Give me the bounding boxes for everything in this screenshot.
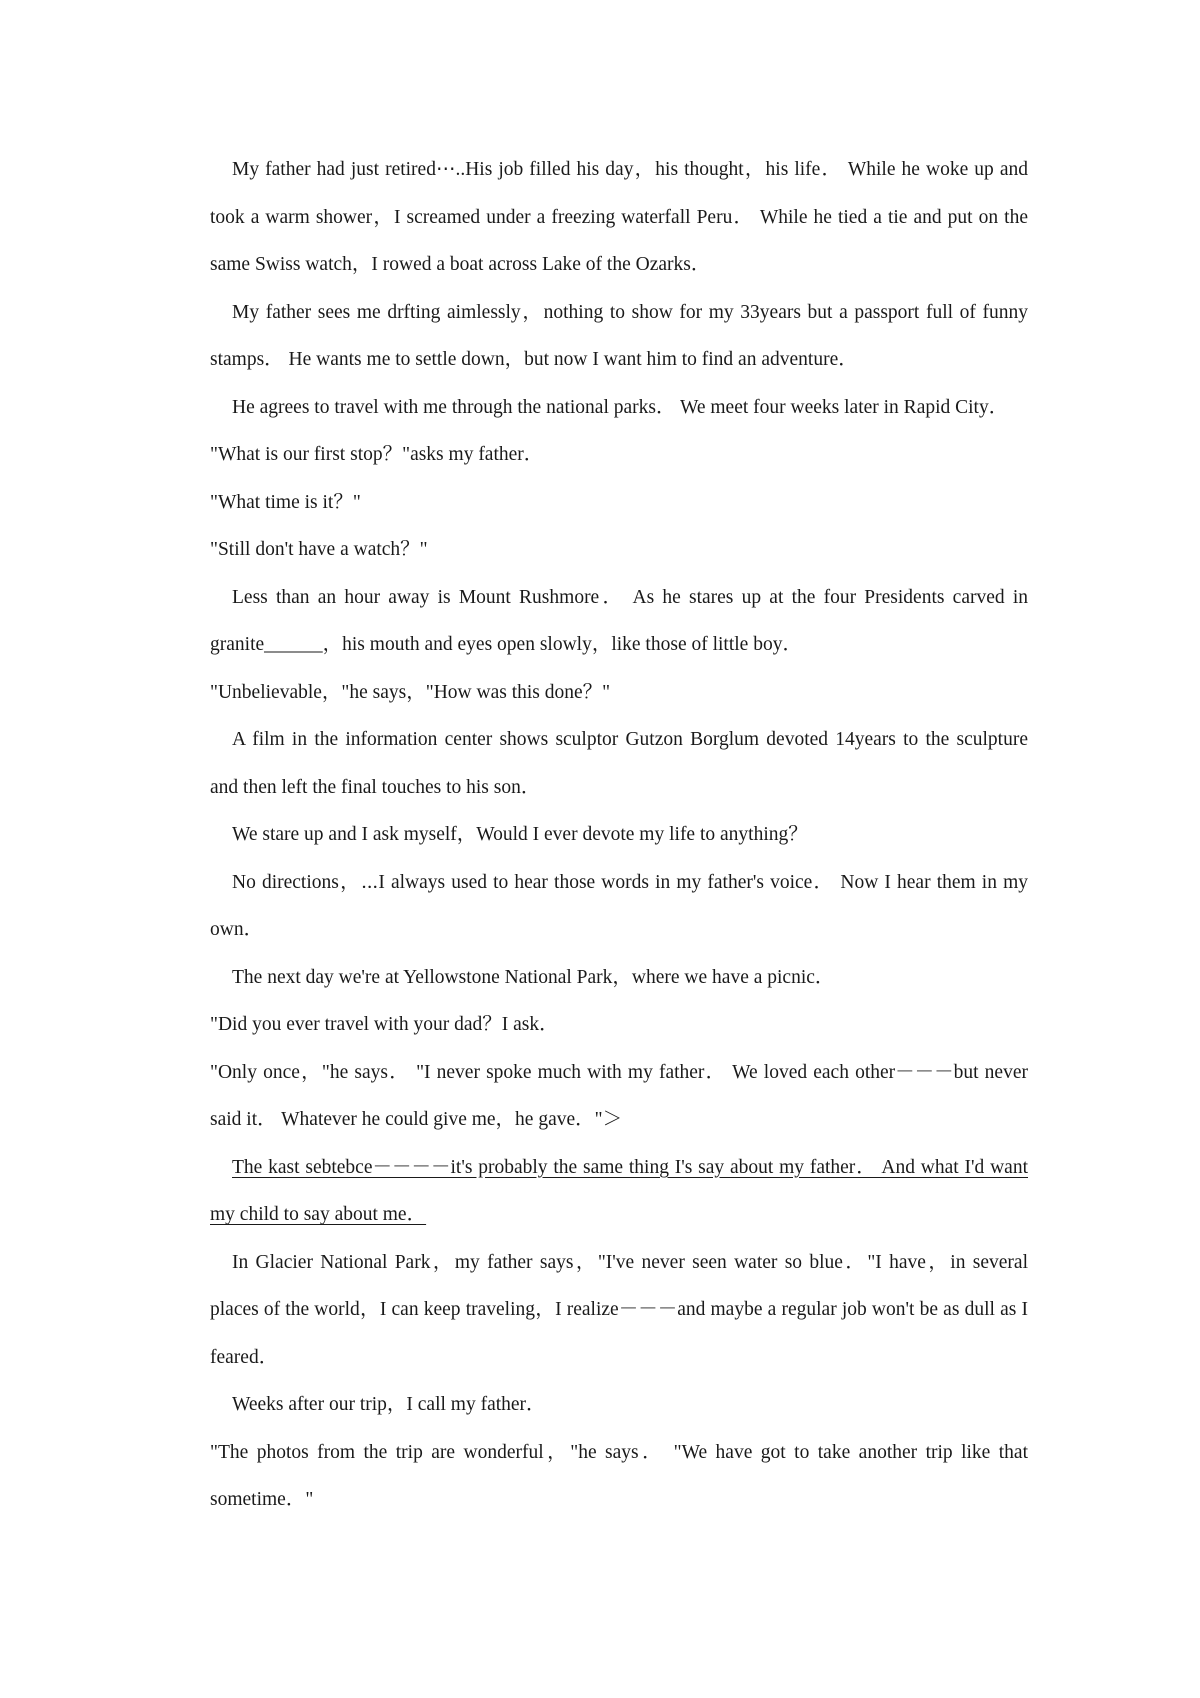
dialogue-line: "Only once，"he says． "I never spoke much with my father． We loved each other－－－but never said it． Whatever he could give me，he gave．"＞ xyxy=(210,1061,1028,1130)
dialogue-line: "The photos from the trip are wonderful，"he says． "We have got to take another trip like that sometime．" xyxy=(210,1441,1028,1510)
document-body xyxy=(210,146,1028,1524)
dialogue-line: "Did you ever travel with your dad？I ask． xyxy=(210,1014,559,1035)
paragraph-weeks-after: Weeks after our trip，I call my father． xyxy=(232,1394,546,1415)
dialogue-line: "What is our first stop？"asks my father． xyxy=(210,444,544,465)
paragraph-yellowstone: The next day we're at Yellowstone National Park，where we have a picnic． xyxy=(232,966,835,988)
paragraph-1: My father had just retired⋯..His job filled his day，his thought，his life． While he woke up and took a warm shower，I screamed under a freezing waterfall Peru． While he tied a tie and put on the same Swiss watch，I rowed a boat across Lake of the Ozarks． xyxy=(210,159,1028,275)
underlined-sentence: The kast sebtebce－－－－it's probably the same thing I's say about my father． And what I'd want my child to say about me． xyxy=(210,1156,1028,1225)
paragraph-3: He agrees to travel with me through the national parks． We meet four weeks later in Rapid City． xyxy=(232,396,1009,418)
paragraph-2: My father sees me drfting aimlessly，nothing to show for my 33years but a passport full of funny stamps． He wants me to settle down，but now I want him to find an adventure． xyxy=(210,301,1028,370)
paragraph-film: A film in the information center shows sculptor Gutzon Borglum devoted 14years to the sculpture and then left the final touches to his son． xyxy=(210,729,1028,798)
paragraph-directions: No directions，⋯I always used to hear those words in my father's voice． Now I hear them in my own． xyxy=(210,871,1028,940)
paragraph-mount-rushmore: Less than an hour away is Mount Rushmore． As he stares up at the four Presidents carved in granite______，his mouth and eyes open slowly，like those of little boy． xyxy=(210,586,1028,655)
paragraph-glacier: In Glacier National Park，my father says，"I've never seen water so blue．"I have，in several places of the world，I can keep traveling，I realize－－－and maybe a regular job won't be as dull as I feared． xyxy=(210,1251,1028,1368)
paragraph-stare: We stare up and I ask myself，Would I ever devote my life to anything？ xyxy=(232,824,808,845)
dialogue-line: "Unbelievable，"he says，"How was this done？" xyxy=(210,681,611,703)
dialogue-line: "What time is it？" xyxy=(210,491,361,513)
dialogue-line: "Still don't have a watch？" xyxy=(210,539,428,560)
